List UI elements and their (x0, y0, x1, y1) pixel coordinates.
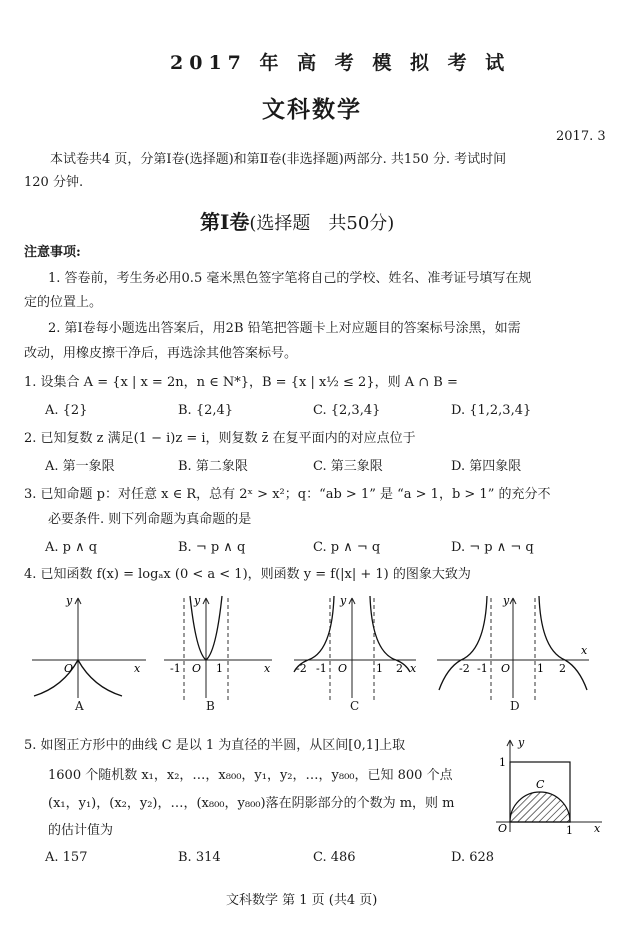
axis-y-label: y (66, 594, 73, 607)
notice-item-1-line-2: 定的位置上。 (24, 295, 103, 310)
q2-option-b: B. 第二象限 (178, 459, 248, 474)
q3-option-a: A. p ∧ q (45, 540, 98, 555)
q5-line-1: 5. 如图正方形中的曲线 C 是以 1 为直径的半圆，从区间[0,1]上取 (24, 738, 406, 753)
origin-label: O (338, 662, 348, 675)
page-footer: 文科数学 第 1 页 (共4 页) (226, 893, 378, 908)
tick-neg-one: -1 (316, 662, 327, 675)
axis-y-label: y (194, 594, 201, 607)
q2-option-c: C. 第三象限 (313, 459, 383, 474)
q5-figure (490, 736, 610, 836)
curve-left (439, 596, 487, 690)
q4-stem: 4. 已知函数 f(x) = logₐx (0 < a < 1)，则函数 y = f(|x| + 1) 的图象大致为 (24, 567, 471, 582)
q4-caption-a: A (75, 699, 84, 713)
notice-heading: 注意事项: (24, 245, 81, 260)
axis-x-label: x (410, 662, 417, 675)
q4-graph-c (290, 592, 425, 702)
q1-option-a: A. {2} (45, 403, 88, 418)
curve-right (539, 596, 587, 690)
q4-caption-b: B (206, 699, 215, 713)
curve-left (294, 596, 334, 672)
q5-line-3: (x₁，y₁)，(x₂，y₂)，…，(x₈₀₀，y₈₀₀)落在阴影部分的个数为 m，则 m (48, 796, 455, 811)
axis-x-label: x (134, 662, 141, 675)
axis-x-label: x (264, 662, 271, 675)
axis-y-label: y (340, 594, 347, 607)
q1-option-d: D. {1,2,3,4} (451, 403, 532, 418)
q5-option-a: A. 157 (45, 850, 88, 865)
axis-y-label: y (503, 594, 510, 607)
tick-neg-one: -1 (170, 662, 181, 675)
q2-stem: 2. 已知复数 z 满足(1 − i)z = i，则复数 z̄ 在复平面内的对应点位于 (24, 431, 416, 446)
notice-item-1-line-1: 1. 答卷前，考生务必用0.5 毫米黑色签字笔将自己的学校、姓名、准考证号填写在规 (48, 271, 532, 286)
q5-option-d: D. 628 (451, 850, 495, 865)
q3-stem-line-1: 3. 已知命题 p：对任意 x ∈ R，总有 2ˣ > x²；q：“ab > 1” 是 “a > 1，b > 1” 的充分不 (24, 487, 551, 502)
q5-option-b: B. 314 (178, 850, 221, 865)
tick-one-y: 1 (499, 756, 506, 769)
origin-label: O (498, 822, 508, 835)
q2-option-a: A. 第一象限 (45, 459, 115, 474)
q4-caption-d: D (510, 699, 520, 713)
q5-line-4: 的估计值为 (48, 823, 114, 838)
q3-stem-line-2: 必要条件. 则下列命题为真命题的是 (48, 512, 252, 527)
intro-line-1: 本试卷共4 页，分第Ⅰ卷(选择题)和第Ⅱ卷(非选择题)两部分. 共150 分. 考试时间 (50, 152, 507, 167)
tick-neg-two: -2 (459, 662, 470, 675)
origin-label: O (501, 662, 511, 675)
exam-date: 2017. 3 (556, 129, 606, 144)
q4-caption-c: C (350, 699, 360, 713)
exam-title: 2017 年 高 考 模 拟 考 试 (170, 52, 511, 74)
q1-stem: 1. 设集合 A = {x | x = 2n，n ∈ N*}，B = {x | x½ ≤ 2}，则 A ∩ B = (24, 375, 458, 390)
axis-y-label: y (518, 736, 525, 749)
q2-option-d: D. 第四象限 (451, 459, 522, 474)
tick-one: 1 (537, 662, 544, 675)
q3-option-c: C. p ∧ ¬ q (313, 540, 381, 555)
q1-option-c: C. {2,3,4} (313, 403, 381, 418)
tick-two: 2 (559, 662, 566, 675)
curve-right (370, 596, 410, 672)
tick-neg-one: -1 (477, 662, 488, 675)
notice-item-2-line-2: 改动，用橡皮擦干净后，再选涂其他答案标号。 (24, 346, 298, 361)
curve-label: C (536, 778, 545, 791)
tick-one-x: 1 (566, 824, 573, 836)
notice-item-2-line-1: 2. 第Ⅰ卷每小题选出答案后，用2B 铅笔把答题卡上对应题目的答案标号涂黑，如需 (48, 321, 521, 336)
q1-option-b: B. {2,4} (178, 403, 234, 418)
section-header (200, 206, 394, 235)
shaded-semicircle (510, 792, 570, 822)
q4-graph-d (433, 592, 593, 702)
section-subtitle: (选择题 共50分) (249, 213, 395, 234)
tick-two: 2 (396, 662, 403, 675)
section-title: 第Ⅰ卷 (200, 210, 250, 234)
tick-one: 1 (376, 662, 383, 675)
axis-x-label: x (581, 644, 588, 657)
origin-label: O (64, 662, 74, 675)
q4-graph-a (28, 592, 154, 702)
tick-neg-two: -2 (296, 662, 307, 675)
intro-line-2: 120 分钟. (24, 175, 84, 190)
tick-one: 1 (216, 662, 223, 675)
q5-line-2: 1600 个随机数 x₁，x₂，…，x₈₀₀，y₁，y₂，…，y₈₀₀，已知 800 个点 (48, 768, 453, 783)
q5-option-c: C. 486 (313, 850, 356, 865)
q4-graph-b (160, 592, 280, 702)
origin-label: O (192, 662, 202, 675)
subject-title: 文科数学 (262, 96, 362, 123)
q3-option-d: D. ¬ p ∧ ¬ q (451, 540, 534, 555)
q3-option-b: B. ¬ p ∧ q (178, 540, 246, 555)
axis-x-label: x (594, 822, 601, 835)
